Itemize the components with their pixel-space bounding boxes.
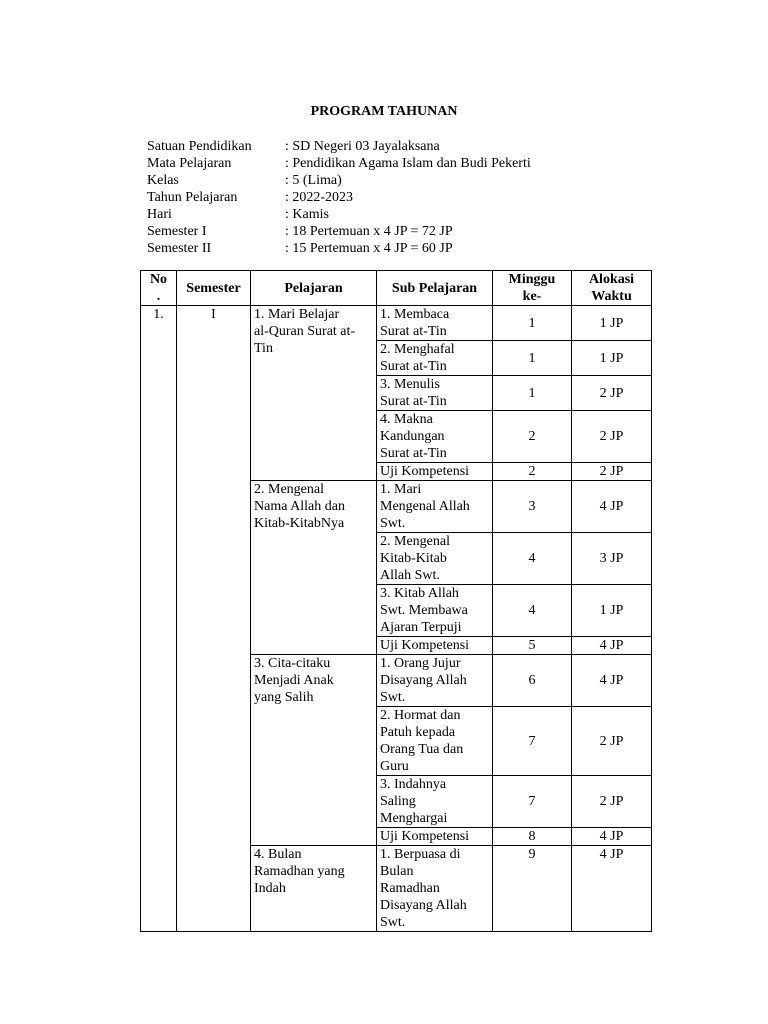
sub-lesson: [377, 341, 493, 376]
sub-lesson-line: Allah Swt.: [380, 568, 440, 583]
sub-lesson: [377, 463, 493, 481]
identity-info: [147, 138, 531, 257]
time-allocation-cell: 1 JP: [572, 585, 652, 637]
week-cell: 9: [493, 846, 572, 932]
info-label: Semester I: [147, 224, 207, 239]
sub-lesson-line: Menghargai: [380, 811, 448, 826]
sub-lesson-line: 3. Indahnya: [380, 777, 447, 792]
lesson-title-line: Tin: [254, 341, 273, 356]
week-cell: 1: [493, 306, 572, 341]
lesson-title-line: Menjadi Anak: [254, 673, 334, 688]
info-value: : Pendidikan Agama Islam dan Budi Pekerti: [285, 156, 531, 171]
info-value: : Kamis: [285, 207, 329, 222]
week-cell: 4: [493, 533, 572, 585]
row-number: 1.: [141, 306, 177, 932]
time-allocation-cell: 1 JP: [572, 341, 652, 376]
sub-lesson-line: Uji Kompetensi: [380, 464, 470, 479]
week-cell: 3: [493, 481, 572, 533]
time-allocation-cell: 4 JP: [572, 481, 652, 533]
sub-lesson-line: 1. Mari: [380, 482, 422, 497]
sub-lesson-line: 1. Membaca: [380, 307, 450, 322]
sub-lesson: [377, 655, 493, 707]
info-row: [147, 172, 531, 189]
header-minggu: Minggu ke-: [493, 271, 572, 306]
sub-lesson: [377, 481, 493, 533]
page-title: PROGRAM TAHUNAN: [310, 104, 458, 119]
sub-lesson-line: Surat at-Tin: [380, 324, 447, 339]
lesson-title-line: Indah: [254, 881, 286, 896]
sub-lesson-line: Kitab-Kitab: [380, 551, 447, 566]
info-value: : 2022-2023: [285, 190, 354, 205]
table-row: [141, 306, 652, 341]
header-no: No .: [141, 271, 177, 306]
week-cell: 1: [493, 376, 572, 411]
sub-lesson: [377, 637, 493, 655]
info-label: Tahun Pelajaran: [147, 190, 238, 205]
week-cell: 2: [493, 463, 572, 481]
sub-lesson-line: 1. Berpuasa di: [380, 847, 461, 862]
lesson-title-line: 3. Cita-citaku: [254, 656, 331, 671]
sub-lesson: [377, 776, 493, 828]
info-label: Satuan Pendidikan: [147, 139, 252, 154]
lesson-title-line: 1. Mari Belajar: [254, 307, 340, 322]
sub-lesson-line: Orang Tua dan: [380, 742, 464, 757]
sub-lesson-line: Mengenal Allah: [380, 499, 470, 514]
week-cell: 7: [493, 707, 572, 776]
sub-lesson-line: Uji Kompetensi: [380, 829, 470, 844]
sub-lesson: [377, 533, 493, 585]
info-value: : 18 Pertemuan x 4 JP = 72 JP: [285, 224, 453, 239]
week-cell: 6: [493, 655, 572, 707]
semester-cell: I: [177, 306, 251, 932]
info-row: [147, 138, 531, 155]
header-sub-pelajaran: Sub Pelajaran: [377, 271, 493, 306]
sub-lesson-line: Kandungan: [380, 429, 445, 444]
sub-lesson-line: Swt.: [380, 915, 406, 930]
info-label: Kelas: [147, 173, 179, 188]
lesson-title-line: 2. Mengenal: [254, 482, 324, 497]
info-value: : 15 Pertemuan x 4 JP = 60 JP: [285, 241, 453, 256]
time-allocation-cell: 4 JP: [572, 846, 652, 932]
week-cell: 8: [493, 828, 572, 846]
time-allocation-cell: 4 JP: [572, 828, 652, 846]
info-row: [147, 223, 531, 240]
time-allocation-cell: 2 JP: [572, 411, 652, 463]
sub-lesson-line: Disayang Allah: [380, 673, 467, 688]
sub-lesson-line: 1. Orang Jujur: [380, 656, 461, 671]
lesson-title: [251, 306, 377, 481]
info-value: : SD Negeri 03 Jayalaksana: [285, 139, 440, 154]
time-allocation-cell: 2 JP: [572, 776, 652, 828]
sub-lesson-line: Disayang Allah: [380, 898, 467, 913]
info-row: [147, 155, 531, 172]
week-cell: 7: [493, 776, 572, 828]
sub-lesson-line: Swt.: [380, 516, 406, 531]
lesson-title-line: 4. Bulan: [254, 847, 302, 862]
lesson-title: [251, 846, 377, 932]
sub-lesson-line: Guru: [380, 759, 409, 774]
sub-lesson: [377, 707, 493, 776]
sub-lesson: [377, 411, 493, 463]
week-cell: 4: [493, 585, 572, 637]
sub-lesson-line: Swt. Membawa: [380, 603, 468, 618]
sub-lesson-line: 3. Menulis: [380, 377, 440, 392]
time-allocation-cell: 2 JP: [572, 707, 652, 776]
sub-lesson-line: 2. Menghafal: [380, 342, 455, 357]
info-label: Semester II: [147, 241, 212, 256]
lesson-title-line: Ramadhan yang: [254, 864, 345, 879]
lesson-title-line: yang Salih: [254, 690, 314, 705]
time-allocation-cell: 4 JP: [572, 637, 652, 655]
info-row: [147, 240, 531, 257]
lesson-title-line: al-Quran Surat at-: [254, 324, 356, 339]
sub-lesson-line: 2. Hormat dan: [380, 708, 461, 723]
week-cell: 5: [493, 637, 572, 655]
info-label: Hari: [147, 207, 172, 222]
sub-lesson-line: 3. Kitab Allah: [380, 586, 459, 601]
header-alokasi-waktu: Alokasi Waktu: [572, 271, 652, 306]
sub-lesson: [377, 846, 493, 932]
sub-lesson-line: Swt.: [380, 690, 406, 705]
sub-lesson: [377, 585, 493, 637]
sub-lesson-line: Uji Kompetensi: [380, 638, 470, 653]
sub-lesson-line: Saling: [380, 794, 416, 809]
sub-lesson-line: 2. Mengenal: [380, 534, 450, 549]
sub-lesson-line: Patuh kepada: [380, 725, 456, 740]
sub-lesson-line: Ramadhan: [380, 881, 440, 896]
time-allocation-cell: 2 JP: [572, 376, 652, 411]
sub-lesson: [377, 828, 493, 846]
info-value: : 5 (Lima): [285, 173, 342, 188]
week-cell: 1: [493, 341, 572, 376]
info-label: Mata Pelajaran: [147, 156, 232, 171]
sub-lesson-line: Bulan: [380, 864, 414, 879]
info-row: [147, 206, 531, 223]
time-allocation-cell: 3 JP: [572, 533, 652, 585]
time-allocation-cell: 4 JP: [572, 655, 652, 707]
annual-program-table: [140, 270, 652, 932]
sub-lesson-line: Surat at-Tin: [380, 359, 447, 374]
lesson-title-line: Kitab-KitabNya: [254, 516, 345, 531]
lesson-title: [251, 481, 377, 655]
info-row: [147, 189, 531, 206]
header-semester: Semester: [177, 271, 251, 306]
header-pelajaran: Pelajaran: [251, 271, 377, 306]
sub-lesson-line: Ajaran Terpuji: [380, 620, 462, 635]
sub-lesson-line: Surat at-Tin: [380, 446, 447, 461]
sub-lesson-line: 4. Makna: [380, 412, 433, 427]
sub-lesson: [377, 376, 493, 411]
lesson-title: [251, 655, 377, 846]
sub-lesson: [377, 306, 493, 341]
sub-lesson-line: Surat at-Tin: [380, 394, 447, 409]
time-allocation-cell: 1 JP: [572, 306, 652, 341]
week-cell: 2: [493, 411, 572, 463]
time-allocation-cell: 2 JP: [572, 463, 652, 481]
lesson-title-line: Nama Allah dan: [254, 499, 345, 514]
